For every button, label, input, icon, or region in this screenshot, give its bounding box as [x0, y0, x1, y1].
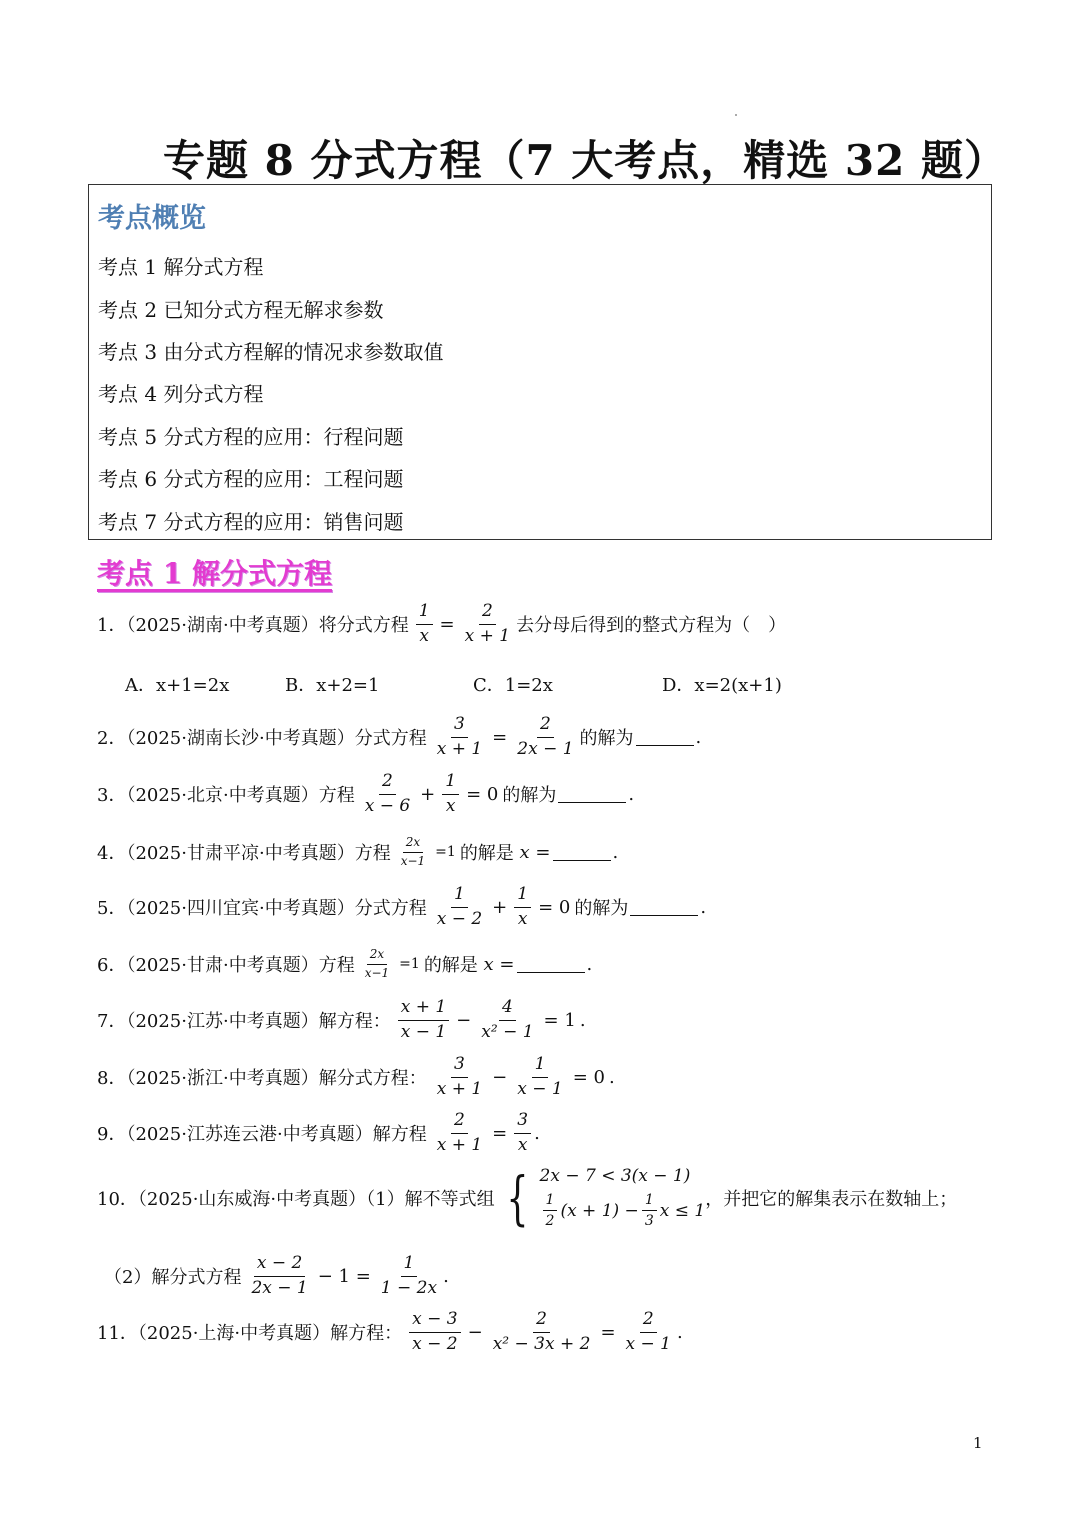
option-c: C．1=2x [473, 675, 553, 696]
overview-item: 考点 1 解分式方程 [98, 255, 264, 279]
question-11: 11．（2025·上海·中考真题）解方程： $\frac{x - 3}{x - 2}$ − $\frac{2}{\text{x² − 3x + 2}}$ = $\frac{2}{x - 1}$ . [97, 1309, 683, 1354]
fraction: $\frac{1}{x}$ [416, 602, 433, 646]
overview-item: 考点 7 分式方程的应用：销售问题 [98, 510, 404, 534]
overview-item: 考点 5 分式方程的应用：行程问题 [98, 425, 404, 449]
question-8: 8．（2025·浙江·中考真题）解分式方程： $\frac{3}{x + 1}$ − $\frac{1}{x - 1}$ = 0 . [97, 1054, 615, 1099]
overview-item: 考点 6 分式方程的应用：工程问题 [98, 467, 404, 491]
page-number: 1 [973, 1434, 983, 1452]
option-b: B．x+2=1 [285, 675, 380, 696]
answer-blank [558, 786, 626, 803]
question-1: 1．（2025·湖南·中考真题）将分式方程 $\frac{1}{x}$ = $\frac{2}{x + 1}$ 去分母后得到的整式方程为（ ） [97, 601, 787, 646]
question-9: 9．（2025·江苏连云港·中考真题）解方程 $\frac{2}{x + 1}$ = $\frac{3}{x}$ . [97, 1110, 540, 1155]
question-2: 2．（2025·湖南长沙·中考真题）分式方程 $\frac{3}{x + 1}$ = $\frac{2}{2x - 1}$ 的解为 . [97, 714, 702, 759]
question-10-part-2: （2）解分式方程 $\frac{x - 2}{2x - 1}$ − 1 = $\frac{1}{1 - 2x}$ . [104, 1253, 449, 1298]
answer-blank [630, 899, 698, 916]
overview-item: 考点 2 已知分式方程无解求参数 [98, 298, 384, 322]
overview-heading: 考点概览 [98, 203, 206, 234]
inequality-system: 2x − 7 < 3(x − 1) $\frac{1}{2}$ (x + 1) − $\frac{1}{3}$ x ≤ 1 [539, 1166, 706, 1230]
question-5: 5．（2025·四川宜宾·中考真题）分式方程 $\frac{1}{x - 2}$ + $\frac{1}{x}$ = 0 的解为 . [97, 884, 707, 929]
answer-blank [517, 956, 585, 973]
overview-item: 考点 3 由分式方程解的情况求参数取值 [98, 340, 444, 364]
question-7: 7．（2025·江苏·中考真题）解方程： $\frac{x + 1}{x - 1}$ − $\frac{4}{\text{x² − 1}}$ = 1 . [97, 997, 586, 1042]
section-heading: 考点 1 解分式方程 [97, 557, 332, 590]
option-d: D．x=2(x+1) [662, 675, 782, 696]
question-3: 3．（2025·北京·中考真题）方程 $\frac{2}{x - 6}$ + $\frac{1}{x}$ = 0 的解为 . [97, 771, 635, 816]
question-10: 10．（2025·山东威海·中考真题）（1）解不等式组 { 2x − 7 < 3(x − 1) $\frac{1}{2}$ (x + 1) − $\frac{1}{3}$ x ≤ 1 ，并把它的解集表示在数轴上； [97, 1163, 958, 1232]
answer-blank [553, 844, 611, 861]
question-6: 6．（2025·甘肃·中考真题）方程 $\frac{2x}{x-1}$ =1 的解是 x = . [97, 947, 593, 980]
answer-blank [636, 729, 694, 746]
overview-item: 考点 4 列分式方程 [98, 382, 264, 406]
fraction: $\frac{2}{x + 1}$ [464, 601, 511, 646]
question-4: 4．（2025·甘肃平凉·中考真题）方程 $\frac{2x}{x-1}$ =1 的解是 x = . [97, 835, 619, 868]
page-title: 专题 8 分式方程（7 大考点，精选 32 题） [162, 136, 1007, 185]
option-a: A．x+1=2x [125, 675, 230, 696]
speck [735, 114, 737, 116]
